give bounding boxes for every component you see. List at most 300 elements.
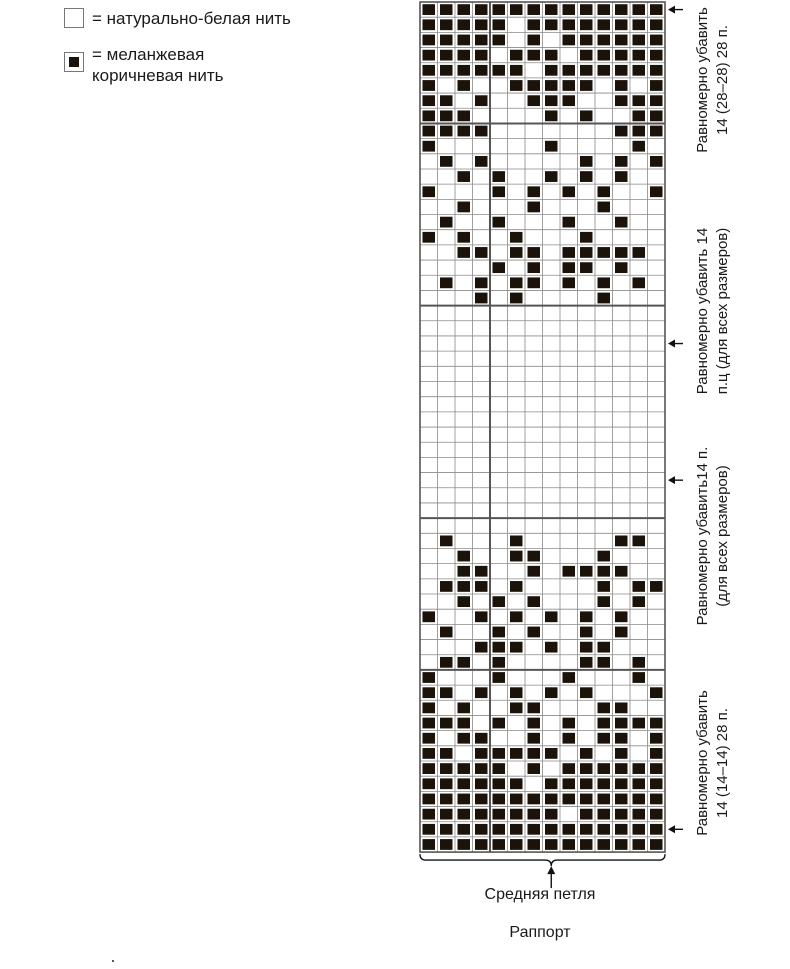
brown-stitch bbox=[545, 687, 558, 698]
brown-stitch bbox=[458, 202, 471, 213]
brown-stitch bbox=[440, 126, 453, 137]
brown-stitch bbox=[545, 824, 558, 835]
brown-stitch bbox=[458, 824, 471, 835]
brown-stitch bbox=[528, 748, 541, 759]
brown-stitch bbox=[580, 156, 593, 167]
brown-stitch bbox=[458, 50, 471, 61]
brown-stitch bbox=[475, 156, 488, 167]
brown-stitch bbox=[458, 551, 471, 562]
brown-stitch bbox=[528, 186, 541, 197]
brown-stitch bbox=[580, 50, 593, 61]
brown-stitch bbox=[615, 794, 628, 805]
band-label-top-line2: 14 (28–28) 28 п. bbox=[714, 25, 731, 135]
brown-stitch bbox=[650, 839, 663, 850]
brown-stitch bbox=[598, 247, 611, 258]
brown-stitch bbox=[580, 642, 593, 653]
brown-stitch bbox=[598, 596, 611, 607]
brown-stitch bbox=[423, 763, 436, 774]
brown-stitch bbox=[493, 186, 506, 197]
brown-stitch bbox=[563, 262, 576, 273]
brown-stitch bbox=[580, 566, 593, 577]
brown-stitch bbox=[580, 262, 593, 273]
brown-stitch bbox=[440, 110, 453, 121]
brown-stitch bbox=[650, 824, 663, 835]
brown-stitch bbox=[650, 65, 663, 76]
brown-stitch bbox=[528, 80, 541, 91]
legend-brown-line1: = меланжевая bbox=[92, 45, 205, 64]
brown-stitch bbox=[615, 566, 628, 577]
row-marker-arrow-icon bbox=[668, 340, 675, 348]
brown-stitch bbox=[563, 277, 576, 288]
brown-stitch bbox=[650, 110, 663, 121]
brown-stitch bbox=[615, 262, 628, 273]
brown-stitch bbox=[650, 156, 663, 167]
legend-white-label: = натурально-белая нить bbox=[92, 9, 291, 28]
brown-stitch bbox=[493, 171, 506, 182]
brown-stitch bbox=[598, 35, 611, 46]
brown-stitch bbox=[563, 186, 576, 197]
band-label-top-line1: Равномерно убавить bbox=[694, 7, 711, 153]
brown-stitch bbox=[458, 80, 471, 91]
brown-stitch bbox=[475, 839, 488, 850]
brown-stitch bbox=[598, 763, 611, 774]
brown-stitch bbox=[650, 35, 663, 46]
brown-stitch bbox=[545, 611, 558, 622]
brown-stitch bbox=[650, 581, 663, 592]
brown-stitch bbox=[475, 566, 488, 577]
brown-stitch bbox=[580, 627, 593, 638]
brown-stitch bbox=[528, 733, 541, 744]
brown-stitch bbox=[650, 19, 663, 30]
brown-stitch bbox=[475, 809, 488, 820]
brown-stitch bbox=[423, 4, 436, 15]
brown-stitch bbox=[440, 50, 453, 61]
brown-stitch bbox=[510, 839, 523, 850]
brown-stitch bbox=[458, 657, 471, 668]
brown-stitch bbox=[563, 217, 576, 228]
brown-stitch bbox=[580, 778, 593, 789]
brown-stitch bbox=[598, 839, 611, 850]
brown-stitch bbox=[423, 232, 436, 243]
brown-stitch bbox=[493, 217, 506, 228]
brown-stitch bbox=[475, 687, 488, 698]
brown-stitch bbox=[598, 202, 611, 213]
brown-stitch bbox=[633, 596, 646, 607]
brown-stitch bbox=[598, 581, 611, 592]
brown-stitch bbox=[545, 778, 558, 789]
brown-stitch bbox=[440, 809, 453, 820]
middle-loop-arrow-icon bbox=[547, 866, 555, 874]
brown-stitch bbox=[633, 95, 646, 106]
brown-stitch bbox=[545, 171, 558, 182]
brown-stitch bbox=[650, 794, 663, 805]
brown-stitch bbox=[458, 566, 471, 577]
brown-stitch bbox=[493, 778, 506, 789]
brown-stitch bbox=[510, 642, 523, 653]
brown-stitch bbox=[458, 35, 471, 46]
brown-stitch bbox=[615, 19, 628, 30]
brown-stitch bbox=[458, 596, 471, 607]
brown-stitch bbox=[510, 50, 523, 61]
legend-brown-line2: коричневая нить bbox=[92, 66, 224, 85]
brown-stitch bbox=[633, 839, 646, 850]
brown-stitch bbox=[475, 581, 488, 592]
brown-stitch bbox=[475, 733, 488, 744]
brown-stitch bbox=[475, 247, 488, 258]
brown-stitch bbox=[440, 824, 453, 835]
brown-stitch bbox=[650, 186, 663, 197]
brown-stitch bbox=[615, 809, 628, 820]
brown-stitch bbox=[615, 126, 628, 137]
middle-loop-label: Средняя петля bbox=[484, 886, 596, 903]
brown-stitch bbox=[563, 4, 576, 15]
brown-stitch bbox=[440, 95, 453, 106]
brown-stitch bbox=[475, 277, 488, 288]
brown-stitch bbox=[440, 657, 453, 668]
brown-stitch bbox=[510, 247, 523, 258]
row-marker-arrow-icon bbox=[668, 476, 675, 484]
brown-stitch bbox=[458, 778, 471, 789]
brown-stitch bbox=[615, 627, 628, 638]
brown-stitch bbox=[440, 581, 453, 592]
brown-stitch bbox=[528, 19, 541, 30]
brown-stitch bbox=[423, 824, 436, 835]
brown-stitch bbox=[440, 839, 453, 850]
brown-stitch bbox=[510, 824, 523, 835]
brown-stitch bbox=[423, 839, 436, 850]
brown-stitch bbox=[423, 718, 436, 729]
brown-stitch bbox=[493, 4, 506, 15]
brown-stitch bbox=[458, 809, 471, 820]
brown-stitch bbox=[475, 95, 488, 106]
brown-stitch bbox=[545, 839, 558, 850]
brown-stitch bbox=[598, 4, 611, 15]
brown-stitch bbox=[563, 733, 576, 744]
brown-stitch bbox=[423, 35, 436, 46]
brown-stitch bbox=[440, 156, 453, 167]
brown-stitch bbox=[528, 702, 541, 713]
brown-stitch bbox=[510, 293, 523, 304]
brown-stitch bbox=[423, 672, 436, 683]
brown-stitch bbox=[633, 19, 646, 30]
band-label-lower-mid-line1: Равномерно убавить14 п. bbox=[694, 446, 711, 626]
brown-stitch bbox=[545, 748, 558, 759]
brown-stitch bbox=[650, 50, 663, 61]
brown-stitch bbox=[510, 232, 523, 243]
brown-stitch bbox=[633, 65, 646, 76]
brown-stitch bbox=[563, 65, 576, 76]
brown-stitch bbox=[510, 611, 523, 622]
brown-stitch bbox=[423, 186, 436, 197]
brown-stitch bbox=[440, 217, 453, 228]
brown-stitch bbox=[615, 247, 628, 258]
brown-stitch bbox=[510, 794, 523, 805]
brown-stitch bbox=[423, 95, 436, 106]
brown-stitch bbox=[633, 50, 646, 61]
brown-stitch bbox=[650, 126, 663, 137]
brown-stitch bbox=[458, 794, 471, 805]
brown-stitch bbox=[510, 536, 523, 547]
brown-stitch bbox=[598, 657, 611, 668]
band-label-bottom bbox=[693, 673, 733, 853]
brown-stitch bbox=[493, 809, 506, 820]
brown-stitch bbox=[598, 50, 611, 61]
brown-stitch bbox=[615, 718, 628, 729]
brown-stitch bbox=[510, 748, 523, 759]
brown-stitch bbox=[615, 156, 628, 167]
band-label-upper-mid-line2: п.ц (для всех размеров) bbox=[714, 227, 731, 395]
brown-stitch bbox=[615, 171, 628, 182]
brown-stitch bbox=[650, 778, 663, 789]
brown-stitch bbox=[580, 232, 593, 243]
brown-stitch bbox=[510, 581, 523, 592]
brown-stitch bbox=[563, 566, 576, 577]
brown-stitch bbox=[440, 794, 453, 805]
brown-stitch bbox=[493, 65, 506, 76]
brown-stitch bbox=[598, 186, 611, 197]
brown-stitch bbox=[580, 839, 593, 850]
brown-stitch bbox=[563, 35, 576, 46]
brown-stitch bbox=[580, 763, 593, 774]
brown-stitch bbox=[475, 50, 488, 61]
brown-stitch bbox=[510, 551, 523, 562]
brown-stitch bbox=[615, 824, 628, 835]
brown-stitch bbox=[563, 95, 576, 106]
brown-stitch bbox=[545, 809, 558, 820]
brown-stitch bbox=[545, 141, 558, 152]
brown-stitch bbox=[510, 778, 523, 789]
brown-stitch bbox=[563, 672, 576, 683]
brown-stitch bbox=[633, 35, 646, 46]
band-label-lower-mid-line2: (для всех размеров) bbox=[714, 465, 731, 607]
brown-stitch bbox=[598, 794, 611, 805]
brown-stitch bbox=[598, 566, 611, 577]
brown-stitch bbox=[633, 824, 646, 835]
brown-stitch bbox=[493, 794, 506, 805]
brown-stitch bbox=[563, 247, 576, 258]
brown-stitch bbox=[580, 824, 593, 835]
brown-stitch bbox=[598, 702, 611, 713]
brown-stitch bbox=[615, 50, 628, 61]
brown-stitch bbox=[528, 202, 541, 213]
brown-stitch bbox=[615, 763, 628, 774]
brown-stitch bbox=[528, 50, 541, 61]
brown-stitch bbox=[633, 4, 646, 15]
brown-stitch bbox=[528, 824, 541, 835]
brown-stitch bbox=[650, 809, 663, 820]
brown-stitch bbox=[563, 839, 576, 850]
brown-stitch bbox=[493, 596, 506, 607]
brown-stitch bbox=[650, 4, 663, 15]
brown-stitch bbox=[650, 95, 663, 106]
brown-stitch bbox=[423, 733, 436, 744]
brown-stitch bbox=[633, 141, 646, 152]
brown-stitch bbox=[493, 642, 506, 653]
brown-stitch bbox=[650, 733, 663, 744]
brown-stitch bbox=[493, 748, 506, 759]
brown-stitch bbox=[510, 80, 523, 91]
band-label-upper-mid bbox=[693, 221, 733, 401]
brown-stitch bbox=[598, 551, 611, 562]
brown-stitch bbox=[440, 35, 453, 46]
brown-stitch bbox=[475, 35, 488, 46]
brown-stitch bbox=[493, 672, 506, 683]
brown-stitch bbox=[458, 232, 471, 243]
brown-stitch bbox=[458, 171, 471, 182]
brown-stitch bbox=[650, 80, 663, 91]
brown-stitch bbox=[423, 19, 436, 30]
brown-stitch bbox=[528, 551, 541, 562]
brown-stitch bbox=[510, 687, 523, 698]
brown-stitch bbox=[440, 19, 453, 30]
brown-stitch bbox=[475, 126, 488, 137]
brown-stitch bbox=[633, 794, 646, 805]
brown-stitch bbox=[615, 611, 628, 622]
brown-stitch bbox=[598, 824, 611, 835]
brown-stitch bbox=[563, 794, 576, 805]
brown-stitch bbox=[545, 110, 558, 121]
brown-stitch bbox=[633, 809, 646, 820]
brown-stitch bbox=[440, 778, 453, 789]
brown-stitch bbox=[563, 763, 576, 774]
brown-stitch bbox=[545, 642, 558, 653]
brown-stitch bbox=[440, 277, 453, 288]
brown-stitch bbox=[423, 748, 436, 759]
brown-stitch bbox=[650, 763, 663, 774]
brown-stitch bbox=[545, 80, 558, 91]
brown-stitch bbox=[528, 839, 541, 850]
brown-stitch bbox=[615, 217, 628, 228]
brown-stitch bbox=[598, 718, 611, 729]
brown-stitch bbox=[633, 581, 646, 592]
brown-stitch bbox=[528, 277, 541, 288]
brown-stitch bbox=[475, 611, 488, 622]
brown-stitch bbox=[458, 247, 471, 258]
brown-stitch bbox=[458, 110, 471, 121]
brown-stitch bbox=[650, 687, 663, 698]
brown-stitch bbox=[458, 702, 471, 713]
brown-stitch bbox=[580, 4, 593, 15]
brown-stitch bbox=[493, 839, 506, 850]
brown-stitch bbox=[528, 809, 541, 820]
brown-stitch bbox=[615, 35, 628, 46]
brown-stitch bbox=[423, 110, 436, 121]
brown-stitch bbox=[493, 763, 506, 774]
brown-stitch bbox=[633, 763, 646, 774]
brown-stitch bbox=[580, 794, 593, 805]
brown-stitch bbox=[458, 733, 471, 744]
brown-stitch bbox=[615, 65, 628, 76]
brown-stitch bbox=[475, 4, 488, 15]
brown-stitch bbox=[475, 794, 488, 805]
brown-stitch bbox=[580, 171, 593, 182]
brown-stitch bbox=[458, 19, 471, 30]
brown-stitch bbox=[563, 718, 576, 729]
brown-stitch bbox=[545, 65, 558, 76]
brown-stitch bbox=[440, 627, 453, 638]
brown-stitch bbox=[598, 19, 611, 30]
brown-stitch bbox=[633, 536, 646, 547]
brown-stitch bbox=[580, 687, 593, 698]
brown-stitch bbox=[598, 277, 611, 288]
brown-stitch bbox=[510, 277, 523, 288]
repeat-label: Раппорт bbox=[509, 924, 571, 941]
row-marker-arrow-icon bbox=[668, 825, 675, 833]
brown-stitch bbox=[598, 733, 611, 744]
brown-stitch bbox=[458, 65, 471, 76]
brown-stitch bbox=[580, 611, 593, 622]
brown-stitch bbox=[423, 809, 436, 820]
repeat-bracket bbox=[420, 854, 665, 866]
brown-stitch bbox=[633, 277, 646, 288]
brown-stitch bbox=[563, 824, 576, 835]
brown-stitch bbox=[633, 672, 646, 683]
brown-stitch bbox=[545, 50, 558, 61]
brown-stitch bbox=[475, 748, 488, 759]
brown-stitch bbox=[440, 718, 453, 729]
brown-stitch bbox=[475, 824, 488, 835]
brown-stitch bbox=[615, 839, 628, 850]
row-marker-arrow-icon bbox=[668, 6, 675, 14]
brown-stitch bbox=[458, 718, 471, 729]
brown-stitch bbox=[423, 65, 436, 76]
brown-stitch bbox=[528, 627, 541, 638]
brown-stitch bbox=[423, 50, 436, 61]
brown-stitch bbox=[615, 80, 628, 91]
brown-stitch bbox=[598, 642, 611, 653]
brown-stitch bbox=[650, 748, 663, 759]
brown-stitch bbox=[563, 80, 576, 91]
brown-stitch bbox=[580, 19, 593, 30]
brown-stitch bbox=[633, 657, 646, 668]
brown-stitch bbox=[580, 35, 593, 46]
brown-stitch bbox=[528, 794, 541, 805]
brown-stitch bbox=[545, 95, 558, 106]
brown-stitch bbox=[423, 611, 436, 622]
brown-stitch bbox=[580, 247, 593, 258]
brown-stitch bbox=[615, 778, 628, 789]
band-label-bottom-line1: Равномерно убавить bbox=[694, 690, 711, 836]
brown-stitch bbox=[493, 718, 506, 729]
brown-stitch bbox=[633, 718, 646, 729]
brown-stitch bbox=[615, 536, 628, 547]
brown-stitch bbox=[528, 596, 541, 607]
brown-stitch bbox=[475, 763, 488, 774]
brown-stitch bbox=[440, 763, 453, 774]
brown-stitch bbox=[423, 687, 436, 698]
brown-stitch bbox=[615, 702, 628, 713]
brown-stitch bbox=[528, 566, 541, 577]
band-label-bottom-line2: 14 (14–14) 28 п. bbox=[714, 708, 731, 818]
brown-stitch bbox=[633, 126, 646, 137]
brown-stitch bbox=[598, 809, 611, 820]
brown-stitch bbox=[423, 794, 436, 805]
brown-stitch bbox=[423, 702, 436, 713]
brown-stitch bbox=[475, 642, 488, 653]
brown-stitch bbox=[580, 65, 593, 76]
brown-stitch bbox=[510, 65, 523, 76]
brown-stitch bbox=[580, 748, 593, 759]
brown-stitch bbox=[528, 763, 541, 774]
brown-stitch bbox=[458, 4, 471, 15]
brown-stitch bbox=[475, 778, 488, 789]
brown-stitch bbox=[528, 247, 541, 258]
band-label-top bbox=[693, 0, 733, 170]
brown-stitch bbox=[475, 293, 488, 304]
brown-stitch bbox=[493, 657, 506, 668]
brown-stitch bbox=[423, 141, 436, 152]
brown-stitch bbox=[493, 627, 506, 638]
